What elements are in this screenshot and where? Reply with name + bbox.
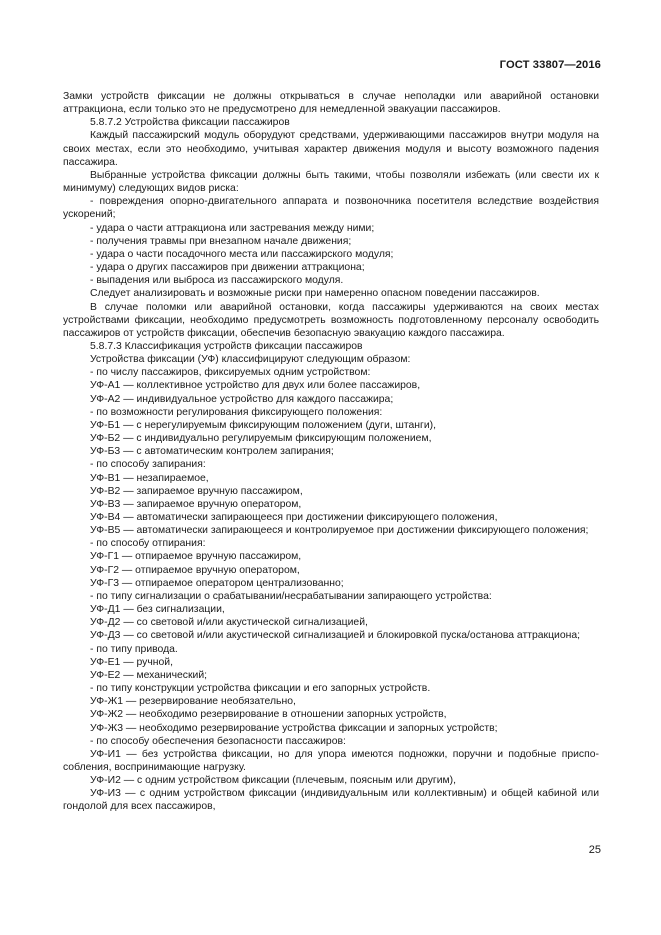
list-item: - повреждения опорно-двигательного аппарата и позвоночника посетителя вследствие воздействия ускорений; [63,196,599,221]
list-item: - удара о других пассажиров при движении аттракциона; [90,262,365,274]
page-number: 25 [588,844,601,856]
classification-item: УФ-Д2 — со световой и/или акустической сигнализацией, [90,617,368,629]
classification-item: УФ-Б1 — с нерегулируемым фиксирующим положением (дуги, штанги), [90,419,436,431]
paragraph: В случае поломки или аварийной остановки, когда пассажиры удерживаются на своих местах устройствами фиксации, необходимо предусмотреть возможность подготовленному персоналу освободить пассажиров от устройств фиксации, обеспечив безопасную эвакуацию каждого пассажира. [63,301,599,339]
list-item: - по типу конструкции устройства фиксации и его запорных устройств. [90,683,431,695]
list-item: - по способу обеспечения безопасности пассажиров: [90,735,346,747]
classification-item: УФ-Г1 — отпираемое вручную пассажиром, [90,551,302,563]
classification-item: УФ-Б3 — с автоматическим контролем запирания; [90,446,334,458]
list-item: - по типу сигнализации о срабатывании/несрабатывании запирающего устройства: [90,590,492,602]
classification-item: УФ-Е2 — механический; [90,669,208,681]
list-item: - выпадения или выброса из пассажирского модуля. [90,275,344,287]
list-item: - по возможности регулирования фиксирующего положения: [90,406,383,418]
classification-item: УФ-И1 — без устройства фиксации, но для упора имеются подножки, поручни и подобные приспособления, воспринимающие нагрузку. [63,748,599,773]
classification-item: УФ-В4 — автоматически запирающееся при достижении фиксирующего положения, [90,512,498,523]
list-item: - по числу пассажиров, фиксируемых одним устройством: [90,367,371,379]
list-item: - удара о части посадочного места или пассажирского модуля; [90,248,394,260]
classification-item: УФ-И2 — с одним устройством фиксации (плечевым, поясным или другим), [90,775,456,787]
paragraph: Каждый пассажирский модуль оборудуют средствами, удерживающими пассажиров внутри модуля на своих местах, если это необходимо, учитывая характер движения модуля и высоту возможного падения пассажира. [63,130,599,168]
classification-item: УФ-А2 — индивидуальное устройство для каждого пассажира; [90,393,394,405]
paragraph: Устройства фиксации (УФ) классифицируют следующим образом: [90,354,411,366]
classification-item: УФ-А1 — коллективное устройство для двух или более пассажиров, [90,380,421,392]
classification-item: УФ-В3 — запираемое вручную оператором, [90,498,302,510]
classification-item: УФ-Ж3 — необходимо резервирование устройства фиксации и запорных устройств; [90,722,498,734]
classification-item: УФ-И3 — с одним устройством фиксации (индивидуальным или коллективным) и общей кабиной или гондолой для всех пассажиров, [63,788,599,813]
classification-item: УФ-Д3 — со световой и/или акустической сигнализацией и блокировкой пуска/останова аттракциона; [90,630,581,642]
classification-item: УФ-Б2 — с индивидуально регулируемым фиксирующим положением, [90,433,432,445]
standard-header: ГОСТ 33807—2016 [499,59,601,71]
list-item: - по способу запирания: [90,459,206,471]
classification-item: УФ-Г3 — отпираемое оператором централизованно; [90,577,344,589]
list-item: - по типу привода. [90,643,178,655]
list-item: - удара о части аттракциона или застревания между ними; [90,222,375,234]
classification-item: УФ-В2 — запираемое вручную пассажиром, [90,485,303,497]
paragraph: Замки устройств фиксации не должны открываться в случае неполадки или аварийной остановки аттракциона, если только это не предусмотрено для немедленной эвакуации пассажиров. [63,91,599,116]
list-item: - получения травмы при внезапном начале движения; [90,235,352,247]
classification-item: УФ-В5 — автоматически запирающееся и контролируемое при достижении фиксирующего положения; [90,525,589,537]
classification-item: УФ-Г2 — отпираемое вручную оператором, [90,564,300,576]
section-heading: 5.8.7.2 Устройства фиксации пассажиров [90,117,290,129]
classification-item: УФ-Д1 — без сигнализации, [90,604,225,616]
list-item: - по способу отпирания: [90,538,206,550]
section-heading: 5.8.7.3 Классификация устройств фиксации пассажиров [90,340,363,352]
paragraph: Выбранные устройства фиксации должны быть такими, чтобы позволяли избежать (или свести их к минимуму) следующих видов риска: [63,169,599,195]
classification-item: УФ-В1 — незапираемое, [90,472,209,484]
classification-item: УФ-Ж1 — резервирование необязательно, [90,696,296,708]
body-text [63,90,599,814]
classification-item: УФ-Е1 — ручной, [90,656,173,668]
paragraph: Следует анализировать и возможные риски при намеренно опасном поведении пассажиров. [90,288,540,300]
classification-item: УФ-Ж2 — необходимо резервирование в отношении запорных устройств, [90,709,447,721]
